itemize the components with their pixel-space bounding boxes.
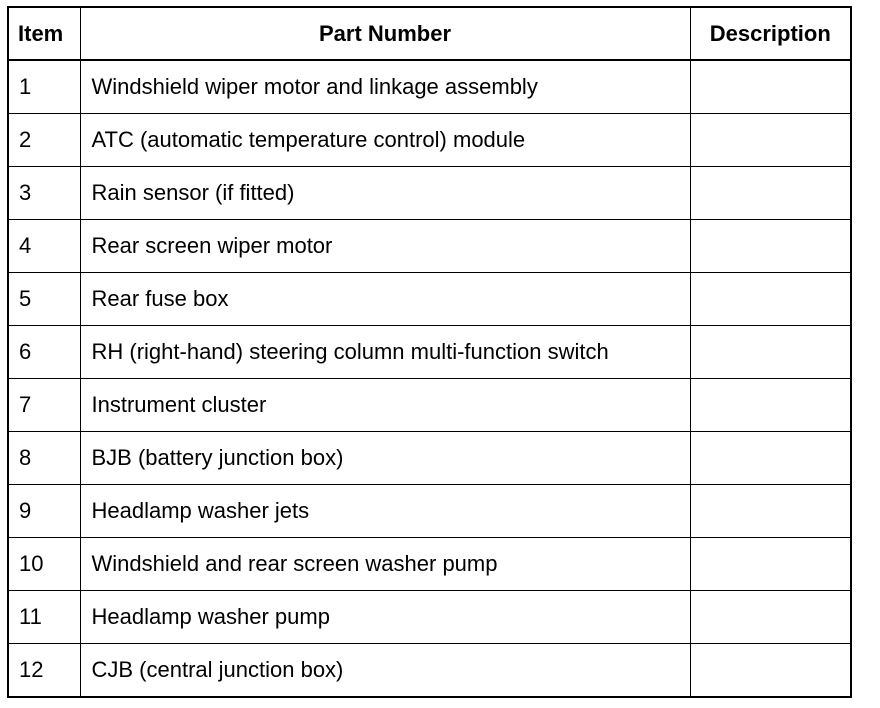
item-number-cell: 12 bbox=[8, 644, 80, 698]
description-cell bbox=[690, 644, 851, 698]
table-row bbox=[8, 538, 851, 591]
item-number-cell: 5 bbox=[8, 273, 80, 326]
item-number-cell: 2 bbox=[8, 114, 80, 167]
description-cell bbox=[690, 432, 851, 485]
part-number-cell: Rear screen wiper motor bbox=[80, 220, 690, 273]
description-cell bbox=[690, 114, 851, 167]
description-cell bbox=[690, 591, 851, 644]
header-description: Description bbox=[690, 7, 851, 60]
part-number-cell: Windshield wiper motor and linkage assembly bbox=[80, 60, 690, 114]
description-cell bbox=[690, 538, 851, 591]
table-row bbox=[8, 591, 851, 644]
part-number-cell: ATC (automatic temperature control) module bbox=[80, 114, 690, 167]
table-row bbox=[8, 114, 851, 167]
table-row bbox=[8, 644, 851, 698]
description-cell bbox=[690, 60, 851, 114]
item-number-cell: 11 bbox=[8, 591, 80, 644]
table-body bbox=[8, 60, 851, 697]
header-item: Item bbox=[8, 7, 80, 60]
part-number-cell: Rear fuse box bbox=[80, 273, 690, 326]
header-row bbox=[8, 7, 851, 60]
table-header bbox=[8, 7, 851, 60]
part-number-cell: Headlamp washer jets bbox=[80, 485, 690, 538]
item-number-cell: 9 bbox=[8, 485, 80, 538]
description-cell bbox=[690, 326, 851, 379]
item-number-cell: 10 bbox=[8, 538, 80, 591]
item-number-cell: 3 bbox=[8, 167, 80, 220]
table-row bbox=[8, 485, 851, 538]
table-row bbox=[8, 167, 851, 220]
table-row bbox=[8, 432, 851, 485]
part-number-cell: Rain sensor (if fitted) bbox=[80, 167, 690, 220]
item-number-cell: 8 bbox=[8, 432, 80, 485]
part-number-cell: RH (right-hand) steering column multi-function switch bbox=[80, 326, 690, 379]
description-cell bbox=[690, 167, 851, 220]
item-number-cell: 7 bbox=[8, 379, 80, 432]
description-cell bbox=[690, 273, 851, 326]
header-part-number: Part Number bbox=[80, 7, 690, 60]
item-number-cell: 6 bbox=[8, 326, 80, 379]
part-number-cell: Instrument cluster bbox=[80, 379, 690, 432]
part-number-cell: Windshield and rear screen washer pump bbox=[80, 538, 690, 591]
table-row bbox=[8, 379, 851, 432]
part-number-cell: Headlamp washer pump bbox=[80, 591, 690, 644]
item-number-cell: 4 bbox=[8, 220, 80, 273]
table-row bbox=[8, 326, 851, 379]
item-number-cell: 1 bbox=[8, 60, 80, 114]
table-row bbox=[8, 220, 851, 273]
table-row bbox=[8, 60, 851, 114]
parts-table bbox=[7, 6, 852, 698]
table-row bbox=[8, 273, 851, 326]
part-number-cell: BJB (battery junction box) bbox=[80, 432, 690, 485]
description-cell bbox=[690, 379, 851, 432]
description-cell bbox=[690, 485, 851, 538]
description-cell bbox=[690, 220, 851, 273]
part-number-cell: CJB (central junction box) bbox=[80, 644, 690, 698]
